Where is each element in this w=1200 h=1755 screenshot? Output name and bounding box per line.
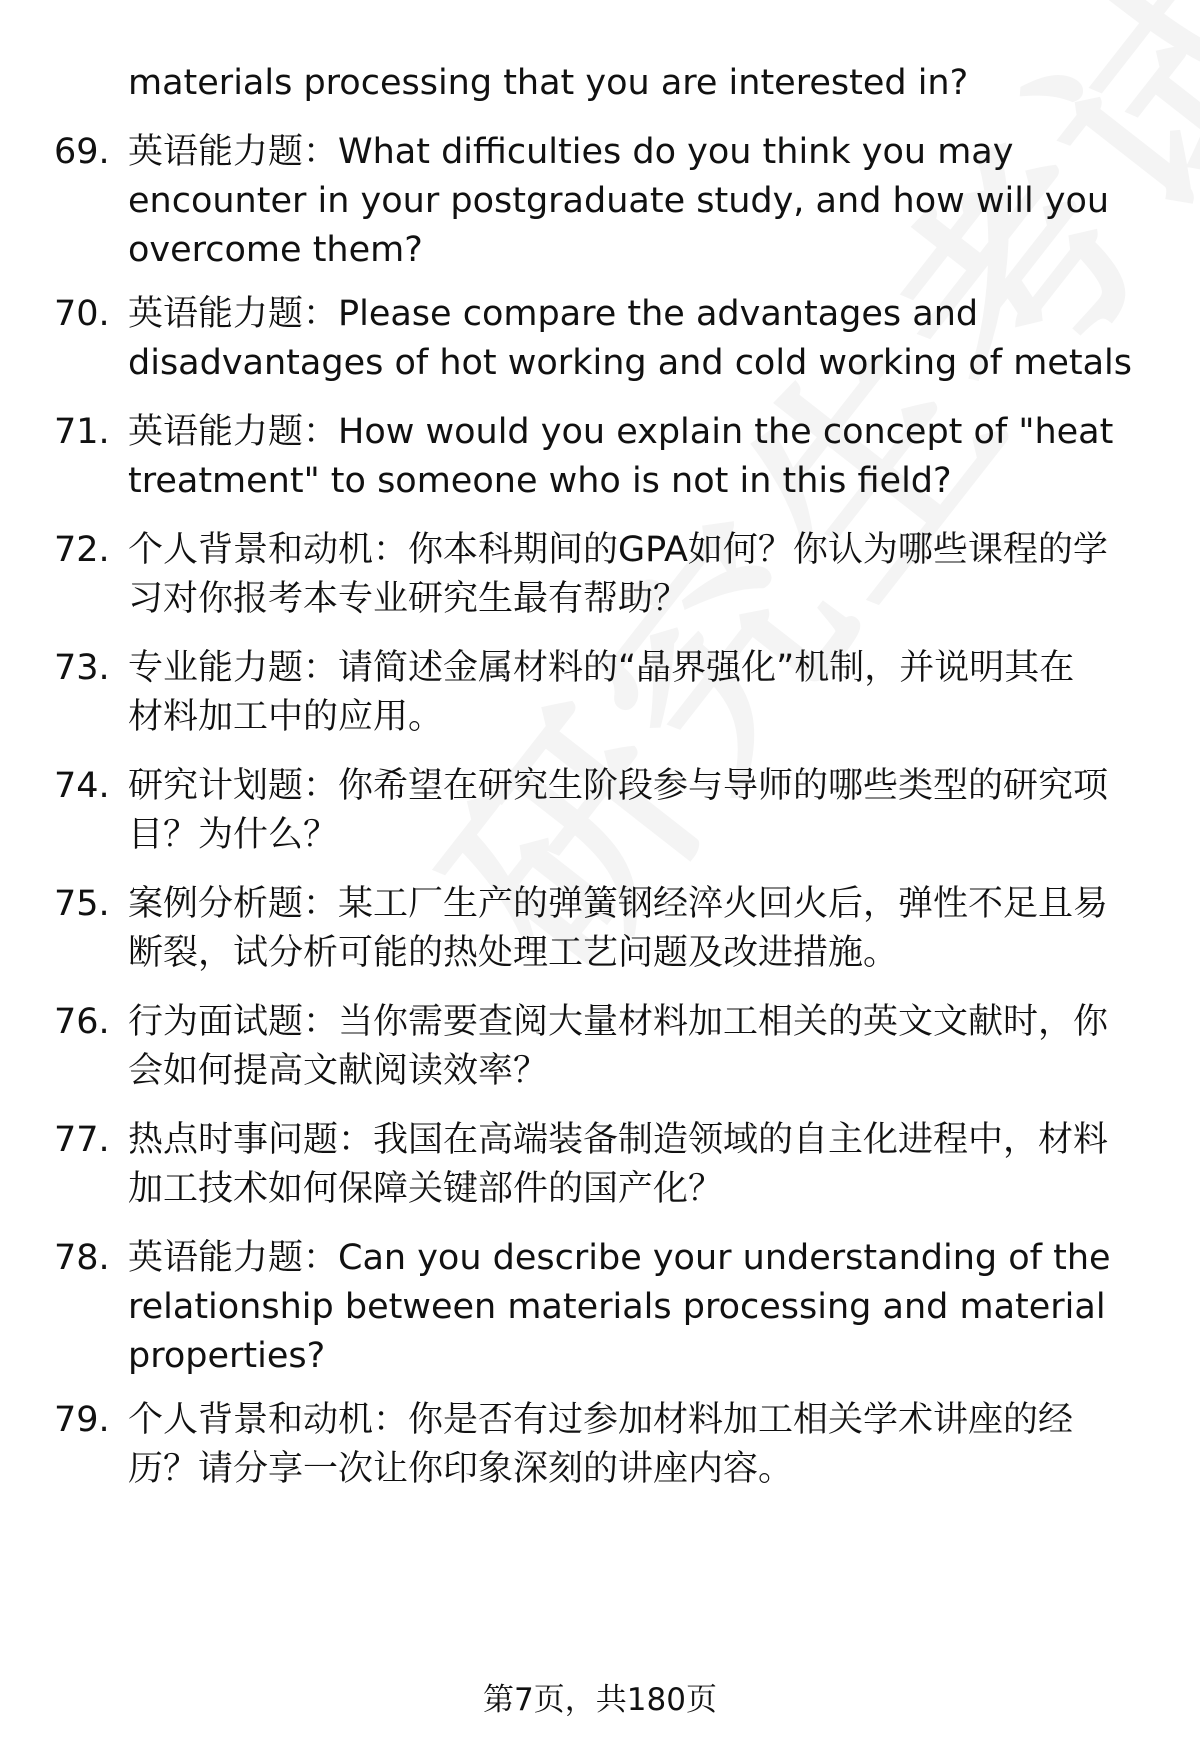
question-text: 热点时事问题：我国在高端装备制造领域的自主化进程中，材料 加工技术如何保障关键部件的国产化？ [128,1120,1109,1209]
question-number: 77. [54,1120,110,1160]
question-number: 75. [54,884,110,924]
question-number: 72. [54,530,110,570]
question-text: 案例分析题：某工厂生产的弹簧钢经淬火回火后，弹性不足且易 断裂，试分析可能的热处理工艺问题及改进措施。 [128,884,1109,973]
question-text: 行为面试题：当你需要查阅大量材料加工相关的英文文献时，你 会如何提高文献阅读效率？ [128,1002,1109,1091]
question-text: 个人背景和动机：你本科期间的GPA如何？你认为哪些课程的学 习对你报考本专业研究生最有帮助？ [128,530,1108,619]
page-number-footer: 第7页，共180页 [483,1682,717,1718]
question-text: 个人背景和动机：你是否有过参加材料加工相关学术讲座的经 历？请分享一次让你印象深刻的讲座内容。 [128,1400,1074,1489]
question-number: 78. [54,1238,110,1278]
question-text: 英语能力题：Please compare the advantages and disadvantages of hot working and cold working of metals [128,294,1132,383]
question-number: 69. [54,132,110,172]
question-text: 英语能力题：What difficulties do you think you may encounter in your postgraduate study, and how will you overcome them? [128,132,1110,270]
question-number: 71. [54,412,110,452]
question-number: 70. [54,294,110,334]
question-number: 79. [54,1400,110,1440]
question-text: 专业能力题：请简述金属材料的“晶界强化”机制，并说明其在 材料加工中的应用。 [128,648,1075,737]
question-number: 73. [54,648,110,688]
continuation-text: materials processing that you are interested in? [128,63,969,103]
question-text: 英语能力题：How would you explain the concept of "heat treatment" to someone who is not in this field? [128,412,1114,501]
question-text: 研究计划题：你希望在研究生阶段参与导师的哪些类型的研究项 目？为什么？ [128,766,1109,855]
question-number: 74. [54,766,110,806]
question-number: 76. [54,1002,110,1042]
question-text: 英语能力题：Can you describe your understanding of the relationship between materials processing and material properties? [128,1238,1111,1376]
